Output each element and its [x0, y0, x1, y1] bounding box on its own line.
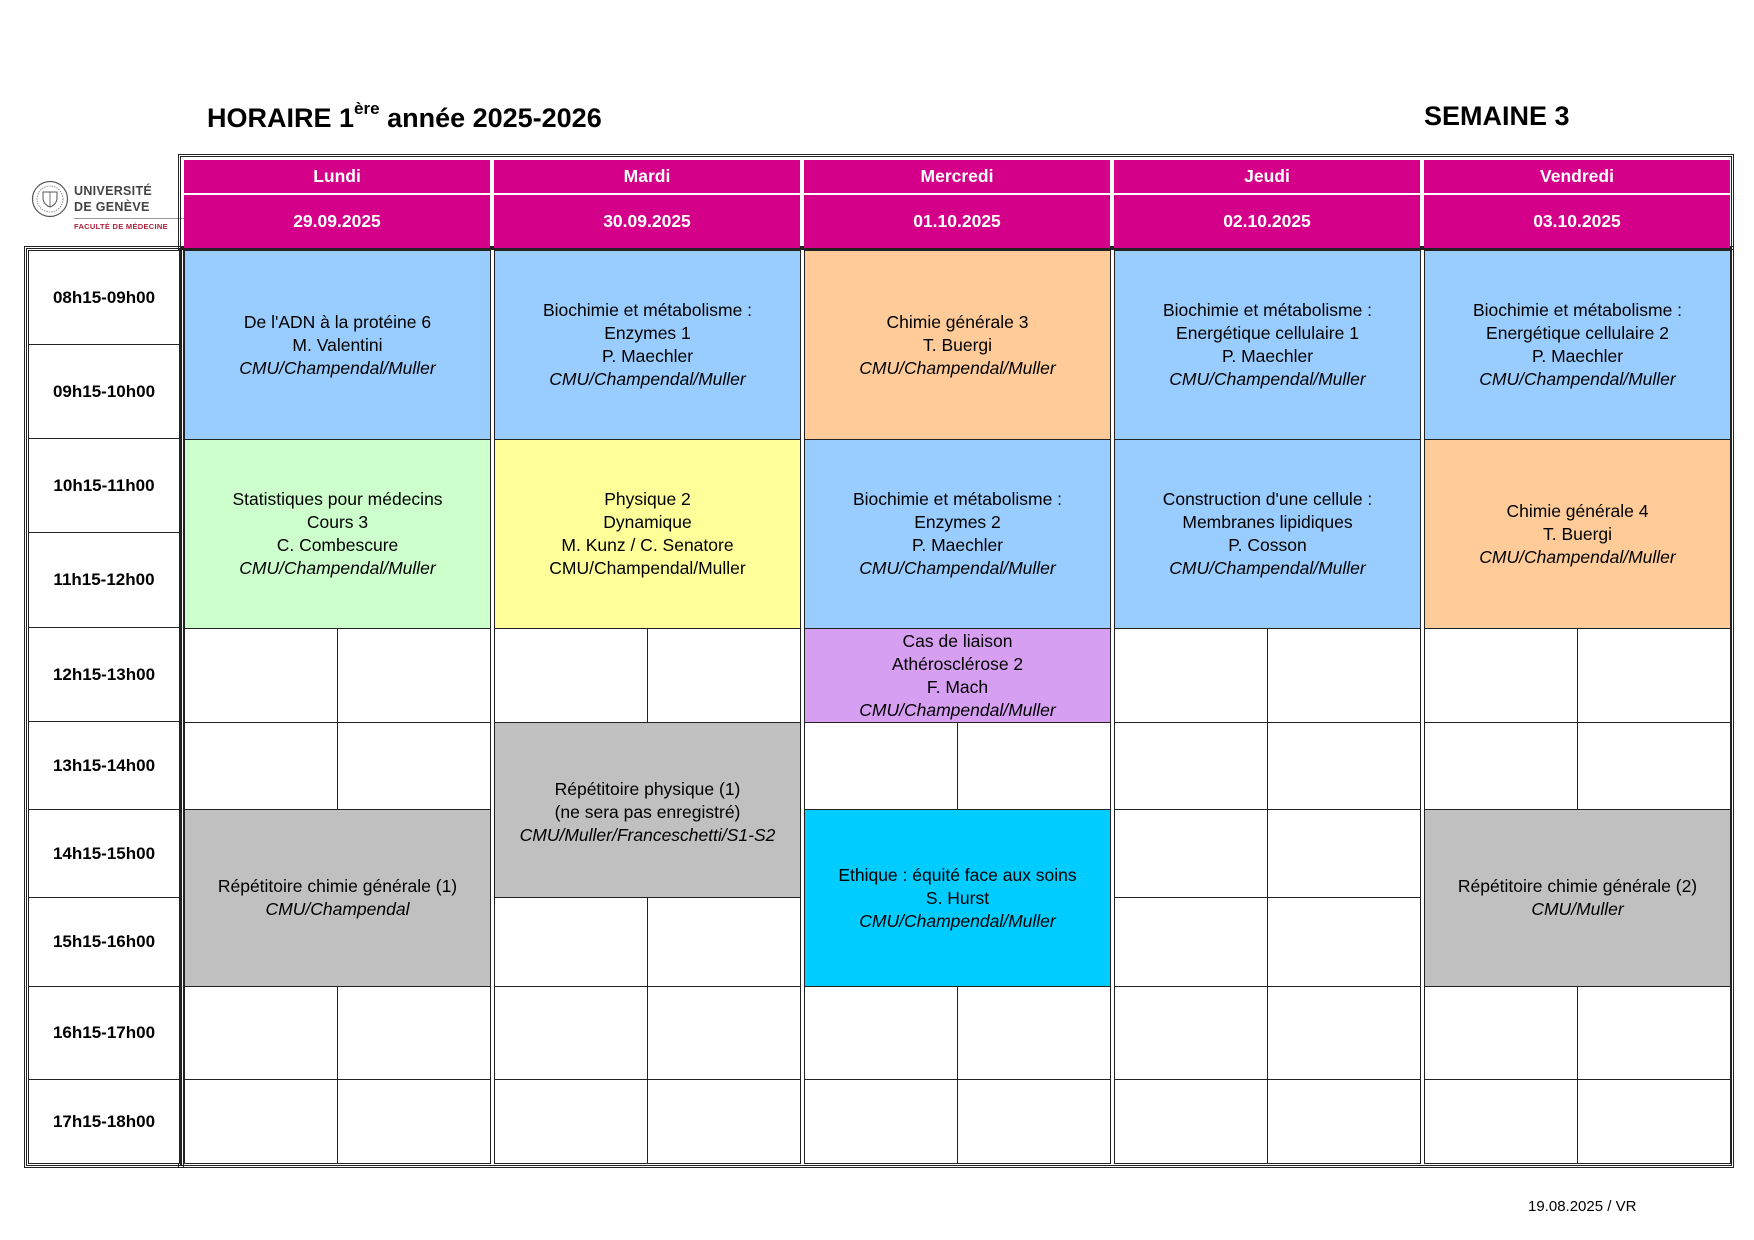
time-slot: 09h15-10h00	[28, 344, 180, 439]
time-slot: 14h15-15h00	[28, 809, 180, 898]
event-teacher: M. Kunz / C. Senatore	[561, 535, 734, 555]
document-footer: 19.08.2025 / VR	[1528, 1198, 1637, 1215]
event-subtitle: Energétique cellulaire 1	[1176, 323, 1359, 343]
event-fri-energetique2	[1424, 250, 1731, 440]
logo-line-2: DE GENÈVE	[74, 200, 150, 214]
empty-cell	[1424, 628, 1578, 723]
university-seal-icon	[31, 180, 69, 218]
event-location: CMU/Champendal/Muller	[549, 369, 746, 389]
event-subtitle: Dynamique	[603, 512, 692, 532]
title-suffix: année 2025-2026	[379, 103, 602, 133]
event-subtitle: Energétique cellulaire 2	[1486, 323, 1669, 343]
empty-cell	[337, 1079, 491, 1164]
event-subtitle: Athérosclérose 2	[891, 653, 1024, 674]
event-teacher: S. Hurst	[925, 887, 990, 908]
empty-cell	[1114, 722, 1268, 810]
event-title: Répétitoire chimie générale (1)	[217, 876, 458, 896]
event-location: CMU/Champendal/Muller	[239, 357, 436, 378]
event-wed-chimie3	[804, 250, 1111, 440]
empty-cell	[647, 628, 801, 723]
empty-cell	[957, 722, 1111, 810]
empty-cell	[647, 986, 801, 1080]
date-header-thursday: 02.10.2025	[1114, 195, 1420, 248]
empty-cell	[494, 986, 648, 1080]
event-location: CMU/Champendal/Muller	[1479, 369, 1676, 389]
event-location: CMU/Champendal/Muller	[549, 558, 746, 578]
time-slot: 13h15-14h00	[28, 721, 180, 810]
event-teacher: P. Cosson	[1228, 535, 1307, 555]
empty-cell	[647, 897, 801, 987]
logo-faculty: FACULTÉ DE MÉDECINE	[74, 222, 168, 231]
event-location: CMU/Champendal/Muller	[859, 699, 1056, 720]
event-title: Physique 2	[604, 489, 691, 509]
empty-cell	[494, 1079, 648, 1164]
event-wed-enzymes2	[804, 439, 1111, 629]
day-header-tuesday: Mardi	[494, 160, 800, 193]
event-location: CMU/Champendal/Muller	[1169, 558, 1366, 578]
time-slot: 15h15-16h00	[28, 897, 180, 987]
logo-line-1: UNIVERSITÉ	[74, 184, 153, 198]
empty-cell	[647, 1079, 801, 1164]
event-location: CMU/Muller/Franceschetti/S1-S2	[519, 824, 776, 845]
event-thu-energetique1	[1114, 250, 1421, 440]
event-title: Cas de liaison	[902, 630, 1013, 651]
event-title: Biochimie et métabolisme :	[542, 300, 753, 320]
event-location: CMU/Muller	[1531, 899, 1624, 919]
day-header-monday: Lundi	[184, 160, 490, 193]
date-header-tuesday: 30.09.2025	[494, 195, 800, 248]
empty-cell	[1267, 1079, 1421, 1164]
event-title: Ethique : équité face aux soins	[838, 864, 1077, 885]
empty-cell	[1424, 1079, 1578, 1164]
event-location: CMU/Champendal/Muller	[859, 558, 1056, 578]
time-slot: 12h15-13h00	[28, 627, 180, 722]
empty-cell	[337, 986, 491, 1080]
empty-cell	[337, 628, 491, 723]
empty-cell	[184, 722, 338, 810]
event-note: (ne sera pas enregistré)	[554, 801, 741, 822]
event-location: CMU/Champendal/Muller	[859, 910, 1056, 931]
empty-cell	[1424, 722, 1578, 810]
event-title: Répétitoire chimie générale (2)	[1457, 876, 1698, 896]
empty-cell	[1577, 628, 1731, 723]
empty-cell	[957, 1079, 1111, 1164]
event-mon-stats	[184, 439, 491, 629]
event-teacher: P. Maechler	[911, 535, 1004, 555]
empty-cell	[184, 1079, 338, 1164]
day-header-thursday: Jeudi	[1114, 160, 1420, 193]
event-location: CMU/Champendal/Muller	[859, 357, 1056, 378]
event-title: Construction d'une cellule :	[1162, 489, 1373, 509]
empty-cell	[1114, 986, 1268, 1080]
empty-cell	[1267, 722, 1421, 810]
event-title: Biochimie et métabolisme :	[1162, 300, 1373, 320]
date-header-wednesday: 01.10.2025	[804, 195, 1110, 248]
empty-cell	[1114, 809, 1268, 898]
day-header-wednesday: Mercredi	[804, 160, 1110, 193]
event-title: Biochimie et métabolisme :	[1472, 300, 1683, 320]
event-title: Statistiques pour médecins	[232, 489, 443, 509]
event-teacher: T. Buergi	[1542, 523, 1613, 544]
event-location: CMU/Champendal	[265, 899, 410, 919]
empty-cell	[494, 628, 648, 723]
empty-cell	[1114, 1079, 1268, 1164]
time-slot: 17h15-18h00	[28, 1079, 180, 1164]
event-tue-repetitoire	[494, 722, 801, 898]
event-wed-cas-liaison	[804, 628, 1111, 723]
time-slot: 08h15-09h00	[28, 250, 180, 345]
event-title: Chimie générale 3	[886, 311, 1029, 332]
event-teacher: C. Combescure	[276, 535, 399, 555]
event-teacher: M. Valentini	[292, 334, 383, 355]
event-fri-repetitoire	[1424, 809, 1731, 987]
event-title: Chimie générale 4	[1506, 500, 1649, 521]
empty-cell	[804, 722, 958, 810]
empty-cell	[957, 986, 1111, 1080]
event-teacher: P. Maechler	[1221, 346, 1314, 366]
event-teacher: P. Maechler	[1531, 346, 1624, 366]
empty-cell	[1267, 809, 1421, 898]
empty-cell	[494, 897, 648, 987]
event-wed-ethique	[804, 809, 1111, 987]
empty-cell	[1577, 722, 1731, 810]
empty-cell	[1577, 986, 1731, 1080]
empty-cell	[1424, 986, 1578, 1080]
university-logo	[30, 180, 178, 236]
week-label: SEMAINE 3	[1424, 101, 1570, 131]
empty-cell	[184, 628, 338, 723]
event-mon-adn	[184, 250, 491, 440]
event-title: Biochimie et métabolisme :	[852, 489, 1063, 509]
event-title: De l'ADN à la protéine 6	[243, 311, 432, 332]
event-teacher: T. Buergi	[922, 334, 993, 355]
event-teacher: F. Mach	[926, 676, 989, 697]
event-location: CMU/Champendal/Muller	[239, 558, 436, 578]
event-thu-cellule	[1114, 439, 1421, 629]
event-mon-repetitoire	[184, 809, 491, 987]
title-superscript: ère	[354, 99, 380, 118]
time-slot: 10h15-11h00	[28, 438, 180, 533]
event-fri-chimie4	[1424, 439, 1731, 629]
event-subtitle: Cours 3	[306, 512, 369, 532]
event-title: Répétitoire physique (1)	[554, 778, 741, 799]
event-tue-physique	[494, 439, 801, 629]
empty-cell	[804, 986, 958, 1080]
date-header-monday: 29.09.2025	[184, 195, 490, 248]
empty-cell	[1577, 1079, 1731, 1164]
empty-cell	[1267, 897, 1421, 987]
event-location: CMU/Champendal/Muller	[1479, 546, 1676, 567]
empty-cell	[1114, 628, 1268, 723]
empty-cell	[184, 986, 338, 1080]
empty-cell	[1267, 628, 1421, 723]
event-subtitle: Membranes lipidiques	[1182, 512, 1353, 532]
time-slot: 16h15-17h00	[28, 986, 180, 1080]
empty-cell	[1267, 986, 1421, 1080]
event-subtitle: Enzymes 1	[604, 323, 691, 343]
event-teacher: P. Maechler	[601, 346, 694, 366]
empty-cell	[804, 1079, 958, 1164]
event-tue-enzymes1	[494, 250, 801, 440]
empty-cell	[337, 722, 491, 810]
day-header-friday: Vendredi	[1424, 160, 1730, 193]
event-subtitle: Enzymes 2	[914, 512, 1001, 532]
event-location: CMU/Champendal/Muller	[1169, 369, 1366, 389]
time-slot: 11h15-12h00	[28, 532, 180, 628]
empty-cell	[1114, 897, 1268, 987]
date-header-friday: 03.10.2025	[1424, 195, 1730, 248]
title-prefix: HORAIRE 1	[207, 103, 355, 133]
page-title	[207, 99, 602, 134]
